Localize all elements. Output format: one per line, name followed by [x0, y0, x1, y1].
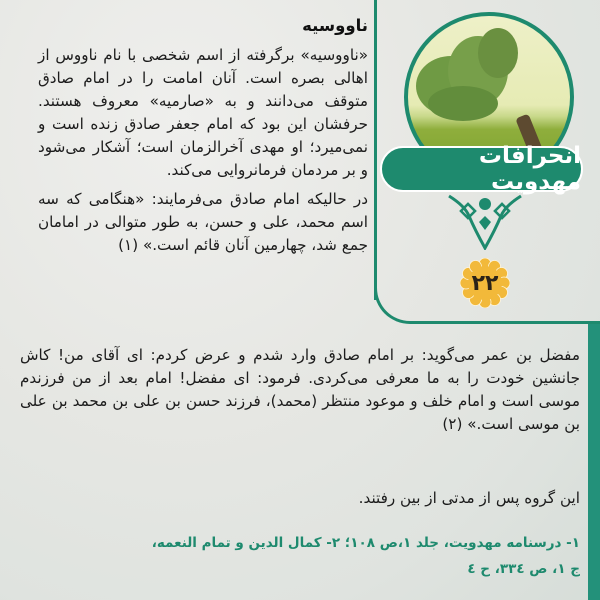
series-title: انحرافات مهدویت	[478, 143, 581, 195]
episode-number: ۲۲	[471, 270, 499, 296]
paragraph-intro: «ناووسیه» برگرفته از اسم شخصی با نام ناووس از اهالی بصره است. آنان امامت را در امام صادق متوقف می‌دانند و به «صارمیه» معروف هستند. حرفشان این بود که امام جعفر صادق زنده است و نمی‌میرد؛ او مهدی آخرالزمان است؛ آشکار می‌شود و بر مردمان فرمانروایی می‌کند.	[38, 46, 368, 179]
episode-badge	[460, 258, 510, 308]
ornament-icon	[445, 192, 525, 250]
closing-sentence: این گروه پس از مدتی از بین رفتند.	[358, 489, 580, 507]
series-title-banner	[380, 143, 583, 195]
upper-text-column	[38, 44, 368, 263]
topic-title: ناووسیه	[302, 16, 368, 35]
frame-corner	[374, 284, 414, 324]
paragraph-hadith: در حالیکه امام صادق می‌فرمایند: «هنگامی که سه اسم محمد، علی و حسن، به طور متوالی در امامان جمع شد، چهارمین آنان قائم است.» (۱)	[38, 190, 368, 254]
reference-line-1: ۱- درسنامه مهدویت، جلد ۱،ص ۱۰۸؛ ۲- کمال الدین و تمام النعمه،	[151, 535, 580, 551]
reference-line-2: ج ۱، ص ۳۳٤، ح ٤	[467, 561, 580, 577]
frame-horizontal-line	[412, 321, 600, 324]
frame-vertical-line	[374, 0, 377, 300]
references	[20, 530, 580, 582]
right-accent-bar	[588, 324, 600, 600]
paragraph-mufaddal: مفضل بن عمر می‌گوید: بر امام صادق وارد شدم و عرض کردم: ای آقای من! کاش جانشین خودت را به ما معرفی می‌کردی. فرمود: ای مفضل! امام بعد از من فرزندم موسی است و امام خلف و موعود منتظر (محمد)، فرزند حسن بن علی بن محمد بن علی بن موسی است.» (۲)	[20, 346, 580, 433]
